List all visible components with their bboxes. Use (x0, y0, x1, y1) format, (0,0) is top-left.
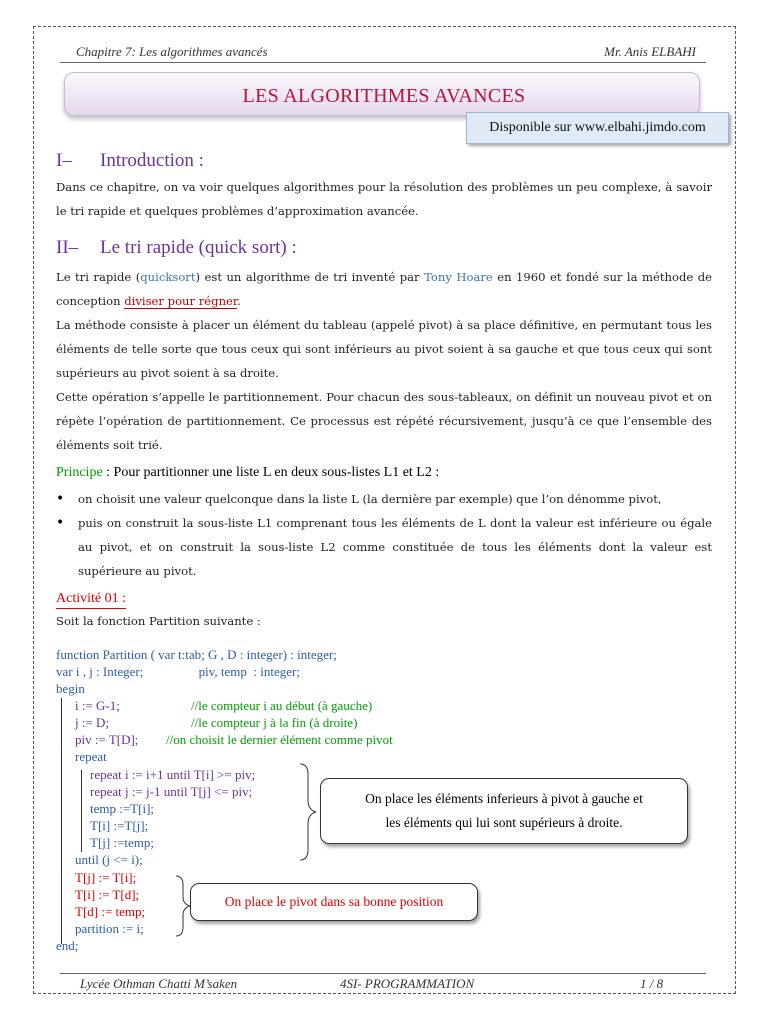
intro-paragraph: Dans ce chapitre, on va voir quelques algorithmes pour la résolution des problèmes un peu complexe, à savoir le tri rapide et quelques problèmes d’approximation avancée. (56, 180, 712, 218)
code-line: repeat j := j-1 until T[j] <= piv; (90, 784, 253, 799)
code-line: begin (56, 681, 85, 696)
section-title: Le tri rapide (quick sort) : (100, 237, 297, 258)
callout-partition (320, 778, 688, 844)
code-line: until (j <= i); (75, 852, 143, 867)
list-item: • on choisit une valeur quelconque dans la liste L (la dernière par exemple) que l’on dénomme pivot, (56, 487, 712, 511)
code-line: T[j] :=temp; (90, 835, 155, 850)
callout-pivot: On place le pivot dans sa bonne position (190, 883, 478, 921)
header-author: Mr. Anis ELBAHI (604, 44, 696, 59)
header-chapter: Chapitre 7: Les algorithmes avancés (76, 44, 268, 59)
section-number: II– (56, 237, 79, 258)
code-line: function Partition ( var t:tab; G , D : integer) : integer; (56, 647, 337, 662)
code-line: var i , j : Integer; piv, temp : integer; (56, 664, 300, 679)
text-run: . (237, 294, 241, 308)
code-line: temp :=T[i]; (90, 801, 155, 816)
code-line: T[i] := T[d]; (75, 887, 140, 902)
principe-label: Principe (56, 465, 103, 480)
code-comment: //le compteur j à la fin (à droite) (191, 715, 358, 730)
quicksort-paragraph-3: Cette opération s’appelle le partitionnement. Pour chacun des sous-tableaux, on définit un nouveau pivot et on répète l’opération de partitionnement. Ce processus est répété récursivement, jusqu’à ce que l’ensemble des éléments soit trié. (56, 390, 712, 452)
footer-rule (60, 973, 706, 974)
code-line: piv := T[D]; (75, 732, 139, 747)
brace-right-1 (300, 764, 316, 860)
code-line: end; (56, 938, 79, 953)
footer-school: Lycée Othman Chatti M’saken (80, 976, 238, 991)
footer-page: 1 / 8 (640, 976, 664, 991)
activity-heading: Activité 01 : (56, 591, 126, 609)
section-number: I– (56, 150, 72, 171)
text-run: Le tri rapide ( (56, 270, 141, 284)
callout-line: On place les éléments inferieurs à pivot à gauche et (365, 791, 643, 806)
code-line: T[d] := temp; (75, 904, 146, 919)
footer-course: 4SI- PROGRAMMATION (340, 976, 475, 991)
list-item: • puis on construit la sous-liste L1 comprenant tous les éléments de L dont la valeur est inférieure ou égale au pivot, et on construit la sous-liste L2 comme constituée de tous les éléments dont la valeur est supérieure au pivot. (56, 511, 712, 583)
code-line: repeat (75, 749, 107, 764)
quicksort-paragraph-2: La méthode consiste à placer un élément du tableau (appelé pivot) à sa place définitive, en permutant tous les éléments de telle sorte que tous ceux qui sont inférieurs au pivot soient à sa gauche et que tous ceux qui sont supérieurs au pivot soient à sa droite. (56, 318, 712, 380)
code-comment: //le compteur i au début (à gauche) (191, 698, 373, 713)
divide-conquer-link[interactable]: diviser pour régner (124, 294, 238, 308)
code-line: partition := i; (75, 921, 144, 936)
code-line: T[j] := T[i]; (75, 870, 137, 885)
code-line: repeat i := i+1 until T[i] >= piv; (90, 767, 256, 782)
text-run: en 1960 et fondé sur la méthode de conception (56, 270, 712, 308)
code-line: j := D; (75, 715, 110, 730)
activity-intro: Soit la fonction Partition suivante : (56, 614, 261, 628)
code-comment: //on choisit le dernier élément comme pivot (166, 732, 393, 747)
callout-line: les éléments qui lui sont supérieurs à droite. (385, 815, 623, 830)
principe-text: : Pour partitionner une liste L en deux sous-listes L1 et L2 : (102, 465, 440, 480)
availability-badge: Disponible sur www.elbahi.jimdo.com (466, 112, 729, 144)
code-line: i := G-1; (75, 698, 120, 713)
brace-right-2 (176, 876, 190, 936)
quicksort-link[interactable]: quicksort (140, 270, 196, 284)
page-title: LES ALGORITHMES AVANCES (242, 85, 526, 107)
section-title: Introduction : (100, 150, 204, 171)
tony-hoare-link[interactable]: Tony Hoare (424, 270, 493, 284)
text-run: ) est un algorithme de tri inventé par (195, 270, 425, 284)
code-line: T[i] :=T[j]; (90, 818, 149, 833)
